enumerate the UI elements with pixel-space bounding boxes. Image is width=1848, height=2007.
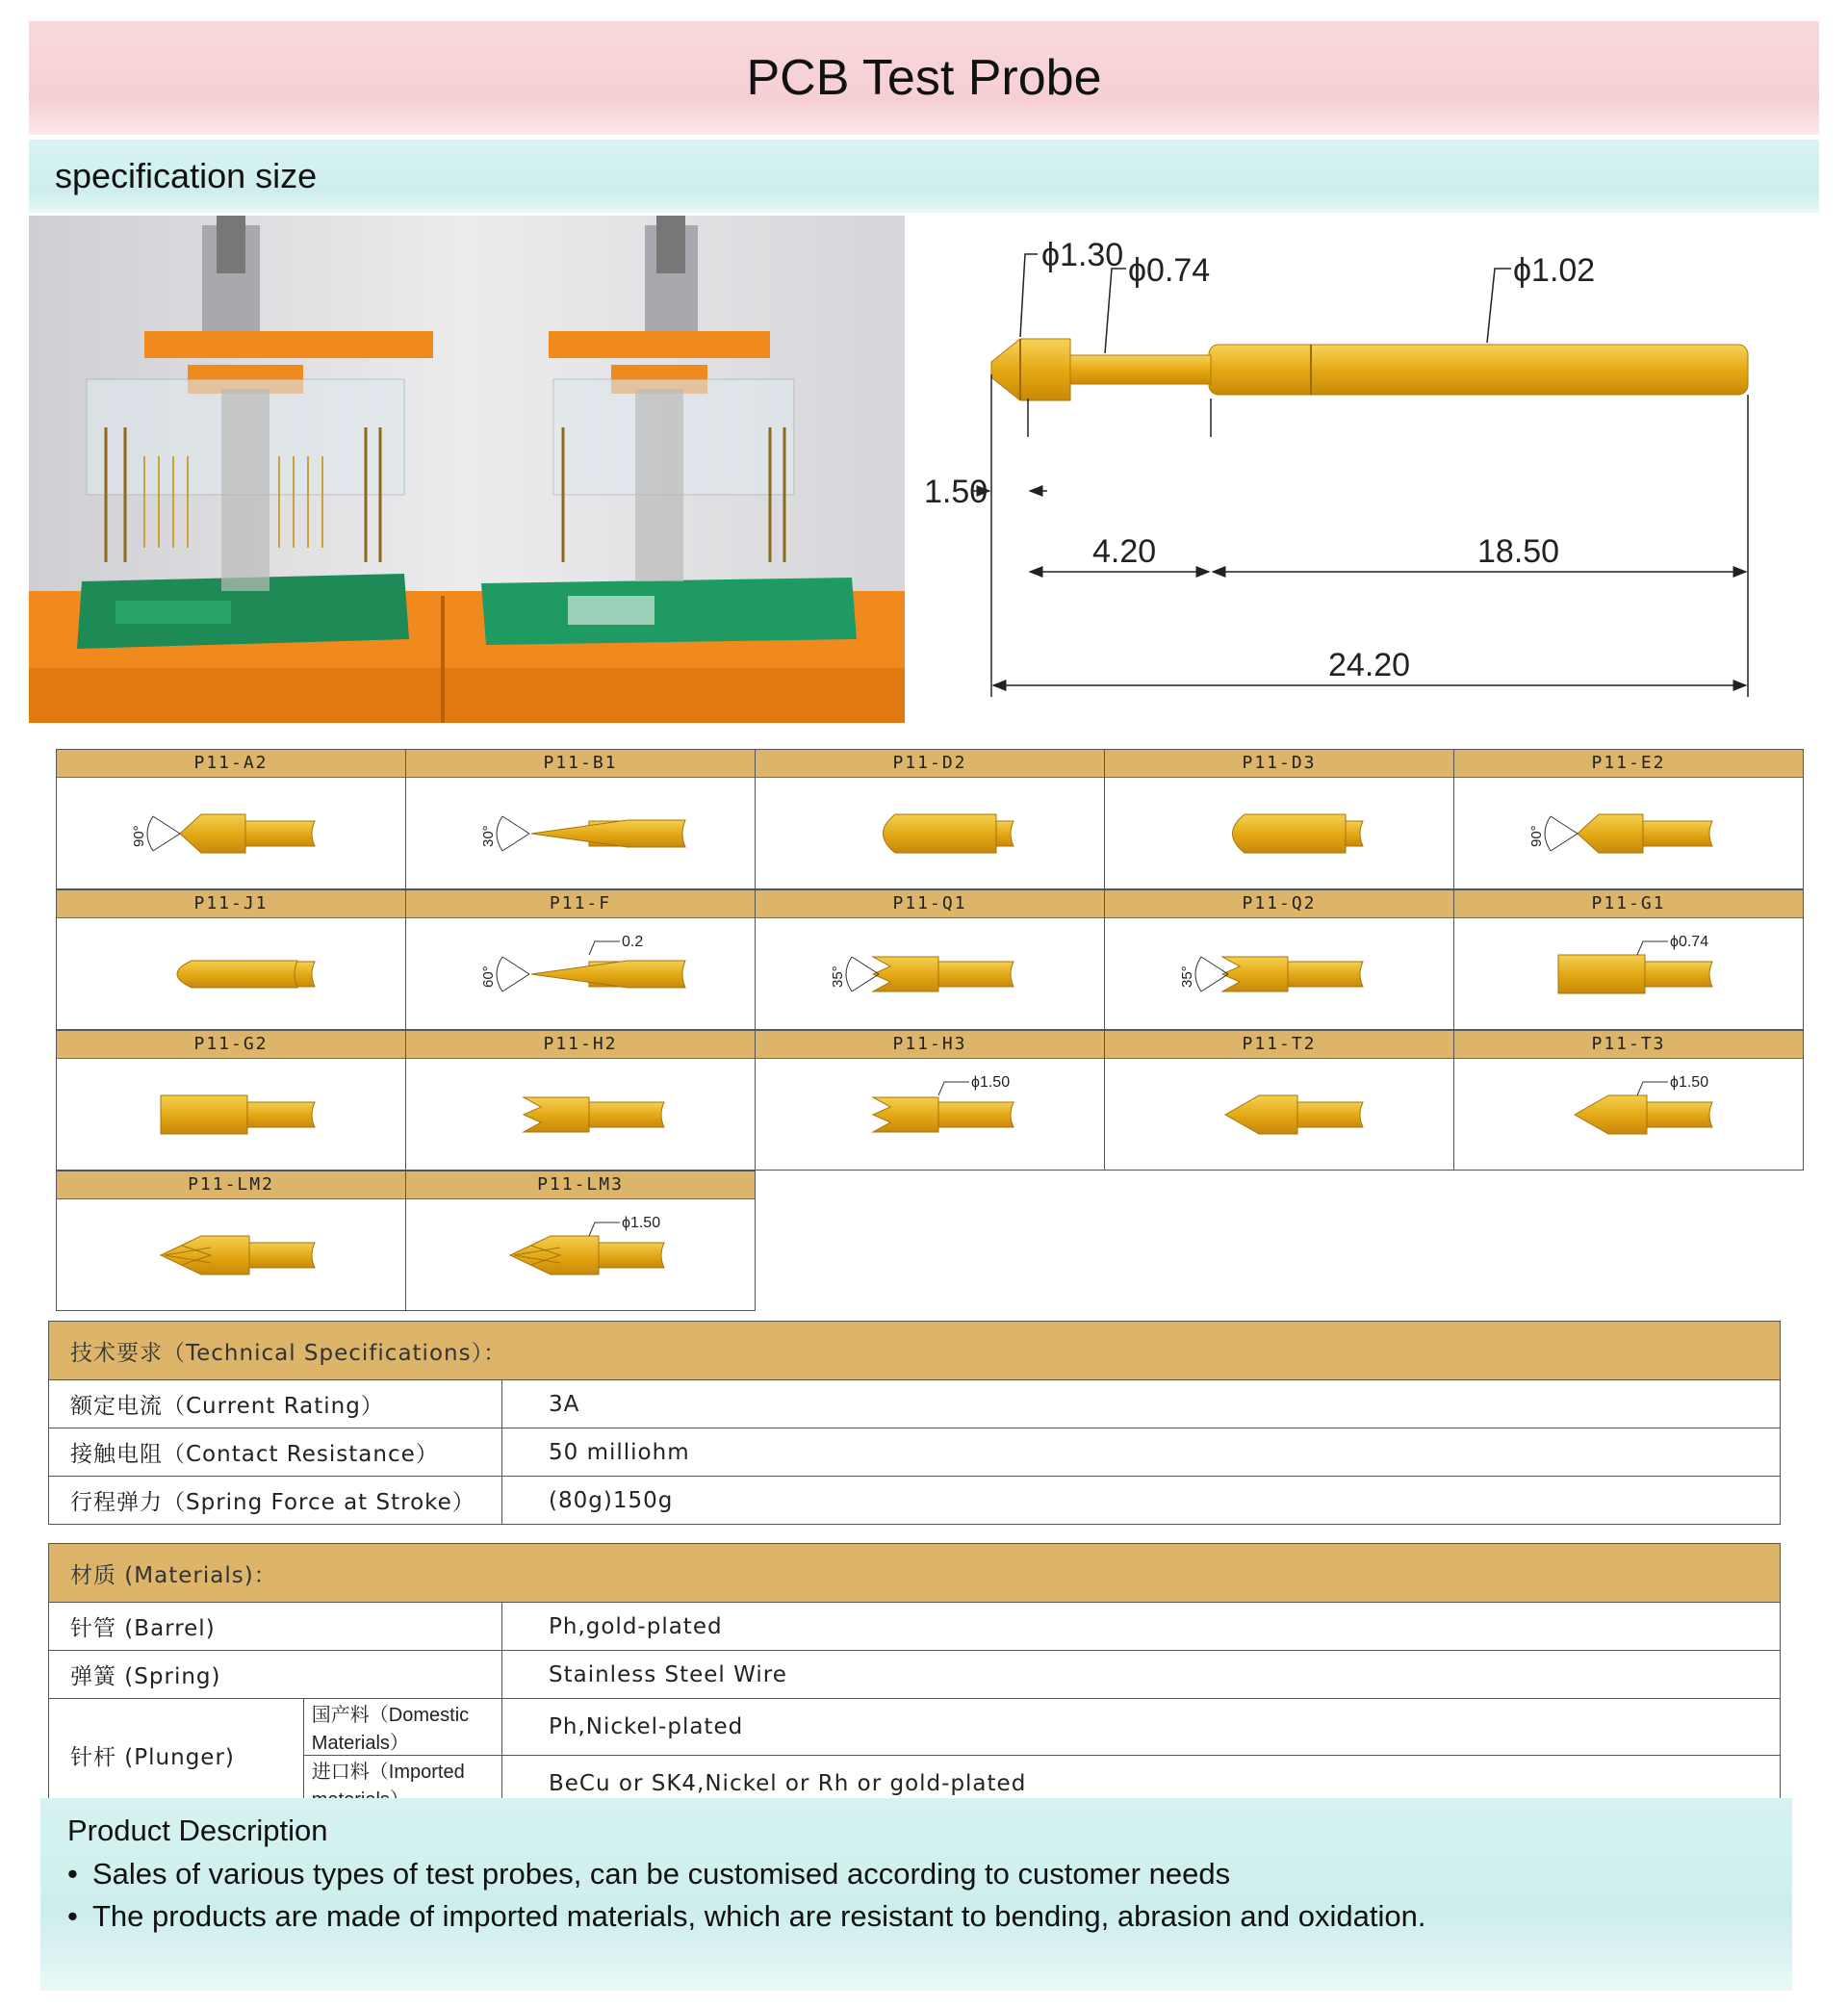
variant-code: P11-B1 (406, 750, 755, 778)
tip-dimension-label: ϕ0.74 (1670, 934, 1709, 950)
tip-dimension-label: ϕ1.50 (1670, 1074, 1709, 1091)
probe-tip-icon (57, 918, 405, 1030)
variant-cell (755, 889, 1105, 1030)
variant-code: P11-Q2 (1105, 890, 1453, 918)
probe-tip-icon (1105, 1059, 1453, 1171)
description-text: The products are made of imported materials, which are resistant to bending, abrasion and oxidation. (92, 1899, 1426, 1933)
tip-angle-label: 35° (830, 965, 846, 988)
description-item (67, 1857, 1230, 1891)
bullet-icon: • (67, 1899, 78, 1933)
table-row (49, 1699, 1781, 1756)
fixture-photo (29, 216, 905, 723)
tip-angle-label: 90° (131, 825, 147, 847)
probe-tip-icon (57, 778, 405, 889)
imported-materials-value: BeCu or SK4,Nickel or Rh or gold-plated (502, 1756, 1781, 1813)
title-banner (29, 21, 1819, 135)
variant-code: P11-G2 (57, 1031, 405, 1059)
variant-cell (755, 749, 1105, 889)
table-row (49, 1651, 1781, 1699)
variant-code: P11-A2 (57, 750, 405, 778)
variant-code: P11-LM3 (406, 1171, 755, 1199)
current-rating-value: 3A (502, 1380, 1781, 1428)
page-title: PCB Test Probe (746, 50, 1102, 106)
barrel-label: 针管 (Barrel) (49, 1603, 502, 1651)
section-banner (29, 140, 1819, 213)
plunger-label: 针杆 (Plunger) (49, 1699, 304, 1813)
description-text: Sales of various types of test probes, can be customised according to customer needs (92, 1857, 1231, 1891)
spring-force-label: 行程弹力（Spring Force at Stroke） (49, 1477, 502, 1525)
variant-cell (405, 1171, 756, 1311)
probe-tip-icon (406, 1199, 755, 1311)
variant-code: P11-H2 (406, 1031, 755, 1059)
variant-cell (1104, 889, 1454, 1030)
variant-cell (1453, 749, 1804, 889)
overall-length-label: 24.20 (1328, 647, 1411, 683)
table-row (49, 1603, 1781, 1651)
variant-cell (1104, 749, 1454, 889)
technical-heading-row (49, 1322, 1781, 1380)
section-title: specification size (55, 156, 318, 195)
probe-tip-icon (1454, 1059, 1803, 1171)
materials-heading-row (49, 1544, 1781, 1603)
spring-value: Stainless Steel Wire (502, 1651, 1781, 1699)
variant-code: P11-D3 (1105, 750, 1453, 778)
bullet-icon: • (67, 1857, 78, 1891)
tip-angle-label: 35° (1179, 965, 1195, 988)
domestic-materials-value: Ph,Nickel-plated (502, 1699, 1781, 1756)
variant-code: P11-J1 (57, 890, 405, 918)
tip-angle-label: 30° (480, 825, 497, 847)
variant-code: P11-F (406, 890, 755, 918)
probe-tip-icon (406, 1059, 755, 1171)
table-row (49, 1477, 1781, 1525)
variant-code: P11-LM2 (57, 1171, 405, 1199)
probe-tip-icon (57, 1059, 405, 1171)
tip-diameter-label: ϕ1.30 (1041, 237, 1124, 273)
variant-cell (755, 1030, 1105, 1171)
variant-code: P11-T3 (1454, 1031, 1803, 1059)
domestic-materials-label: 国产料（Domestic Materials） (303, 1699, 501, 1756)
variant-cell (1453, 1030, 1804, 1171)
plunger-length-label: 4.20 (1092, 533, 1157, 570)
spring-force-value: (80g)150g (502, 1477, 1781, 1525)
variant-code: P11-E2 (1454, 750, 1803, 778)
tip-variant-grid (56, 749, 1804, 1317)
variant-cell (405, 889, 756, 1030)
barrel-length-label: 18.50 (1477, 533, 1560, 570)
probe-tip-icon (57, 1199, 405, 1311)
variant-cell (1453, 889, 1804, 1030)
neck-diameter-label: ϕ0.74 (1128, 252, 1211, 289)
probe-tip-icon (1454, 778, 1803, 889)
tip-dimension-label: ϕ1.50 (622, 1215, 661, 1231)
imported-materials-label: 进口料（Imported (303, 1756, 501, 1813)
variant-code: P11-Q1 (756, 890, 1104, 918)
contact-resistance-value: 50 milliohm (502, 1428, 1781, 1477)
tip-angle-label: 90° (1528, 825, 1545, 847)
technical-heading: 技术要求（Technical Specifications）： (49, 1322, 1781, 1380)
tip-length-label: 1.50 (924, 474, 988, 510)
probe-tip-icon (1454, 918, 1803, 1030)
tip-dimension-label: 0.2 (622, 934, 644, 950)
materials-heading: 材质 (Materials)： (49, 1544, 1781, 1603)
variant-cell (56, 749, 406, 889)
probe-tip-icon (756, 1059, 1104, 1171)
tip-angle-label: 60° (480, 965, 497, 988)
probe-tip-icon (406, 778, 755, 889)
variant-cell (405, 1030, 756, 1171)
table-row (49, 1380, 1781, 1428)
variant-code: P11-G1 (1454, 890, 1803, 918)
technical-specifications-table (48, 1321, 1781, 1525)
probe-tip-icon (1105, 778, 1453, 889)
variant-code: P11-T2 (1105, 1031, 1453, 1059)
barrel-value: Ph,gold-plated (502, 1603, 1781, 1651)
materials-table (48, 1543, 1781, 1813)
product-description (40, 1798, 1792, 1991)
probe-tip-icon (1105, 918, 1453, 1030)
variant-cell (56, 1171, 406, 1311)
variant-cell (56, 1030, 406, 1171)
tip-dimension-label: ϕ1.50 (971, 1074, 1011, 1091)
spring-label: 弹簧 (Spring) (49, 1651, 502, 1699)
current-rating-label: 额定电流（Current Rating） (49, 1380, 502, 1428)
barrel-diameter-label: ϕ1.02 (1513, 252, 1596, 289)
variant-cell (56, 889, 406, 1030)
probe-tip-icon (406, 918, 755, 1030)
description-item (67, 1899, 1425, 1934)
contact-resistance-label: 接触电阻（Contact Resistance） (49, 1428, 502, 1477)
description-title: Product Description (67, 1814, 328, 1847)
probe-tip-icon (756, 918, 1104, 1030)
variant-code: P11-H3 (756, 1031, 1104, 1059)
probe-tip-icon (756, 778, 1104, 889)
probe-dimension-drawing (924, 216, 1819, 723)
variant-cell (405, 749, 756, 889)
variant-code: P11-D2 (756, 750, 1104, 778)
variant-cell (1104, 1030, 1454, 1171)
table-row (49, 1428, 1781, 1477)
